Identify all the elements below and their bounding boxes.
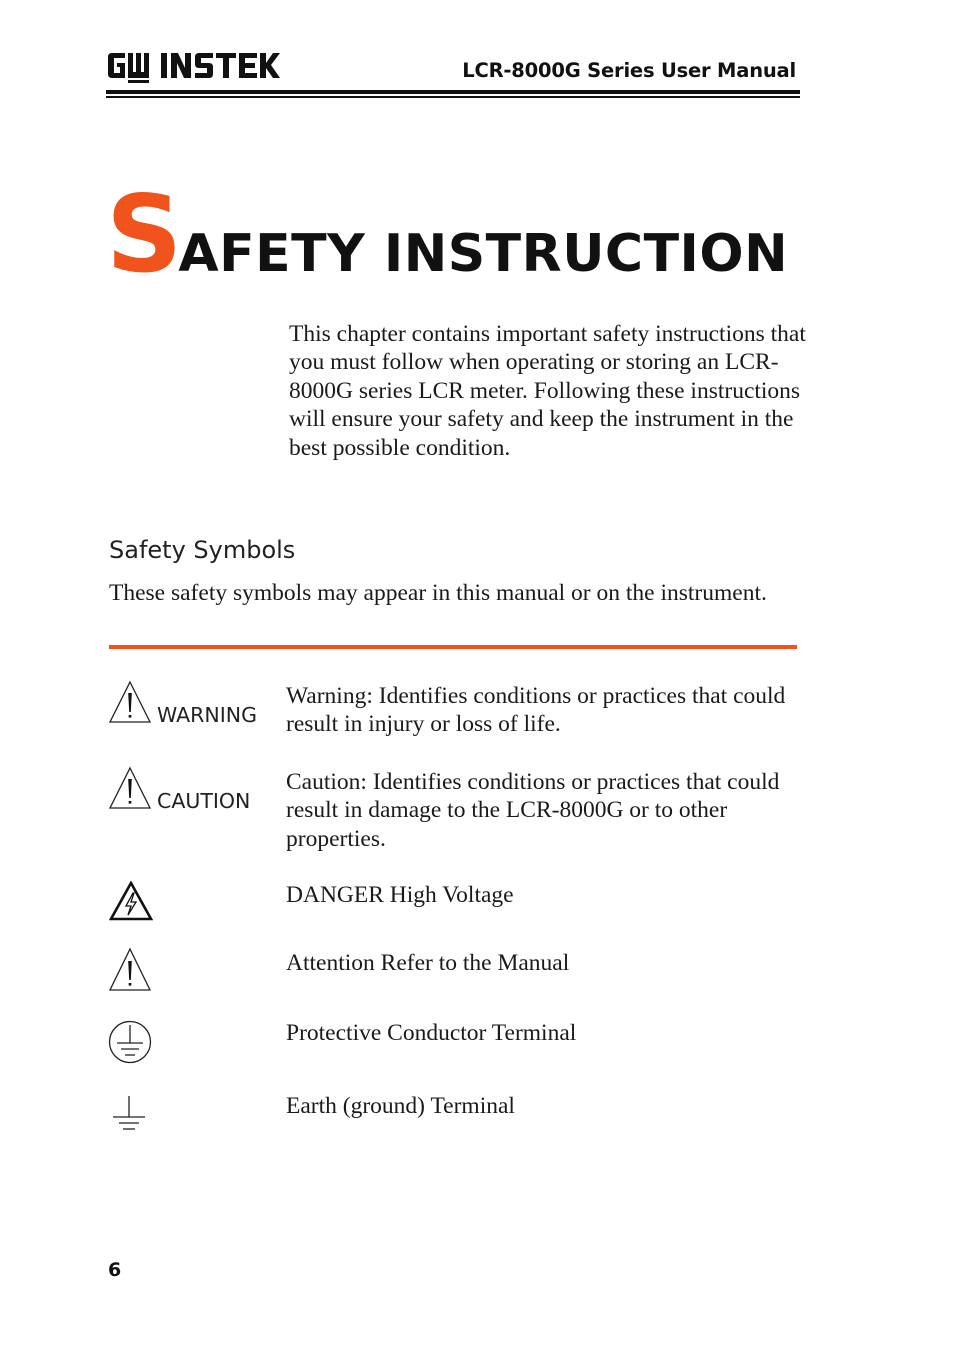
gw-instek-logo-graphic bbox=[108, 53, 280, 83]
header-rule-thick bbox=[106, 90, 800, 94]
high-voltage-icon bbox=[109, 881, 153, 921]
protective-conductor-description: Protective Conductor Terminal bbox=[286, 1020, 577, 1046]
chapter-title-initial: S bbox=[106, 173, 179, 296]
chapter-title-rest: AFETY INSTRUCTION bbox=[178, 224, 789, 284]
caution-label: CAUTION bbox=[157, 789, 251, 813]
section-heading: Safety Symbols bbox=[109, 536, 296, 564]
chapter-intro: This chapter contains important safety instructions that you must follow when operating or storing an LCR-8000G series LCR meter. Following these instructions will ensure your safety and keep the instrument in the best possible condition. bbox=[289, 321, 806, 461]
chapter-title bbox=[106, 173, 789, 296]
caution-description: Caution: Identifies conditions or practices that could result in damage to the LCR-8000G or to other properties. bbox=[286, 769, 780, 852]
gw-instek-logo bbox=[108, 53, 280, 83]
section-intro: These safety symbols may appear in this manual or on the instrument. bbox=[109, 580, 767, 606]
warning-triangle-icon bbox=[108, 680, 152, 724]
protective-conductor-icon bbox=[108, 1019, 152, 1065]
header-rule-thin bbox=[106, 96, 800, 98]
earth-ground-description: Earth (ground) Terminal bbox=[286, 1093, 515, 1119]
manual-title: LCR-8000G Series User Manual bbox=[462, 59, 796, 82]
attention-icon bbox=[108, 947, 152, 992]
high-voltage-description: DANGER High Voltage bbox=[286, 882, 514, 908]
warning-description: Warning: Identifies conditions or practices that could result in injury or loss of life. bbox=[286, 683, 786, 738]
warning-triangle-icon bbox=[108, 766, 152, 810]
section-divider bbox=[109, 645, 797, 649]
page-number: 6 bbox=[108, 1259, 122, 1281]
earth-ground-icon bbox=[111, 1095, 149, 1133]
attention-description: Attention Refer to the Manual bbox=[286, 950, 570, 976]
warning-label: WARNING bbox=[157, 703, 258, 727]
